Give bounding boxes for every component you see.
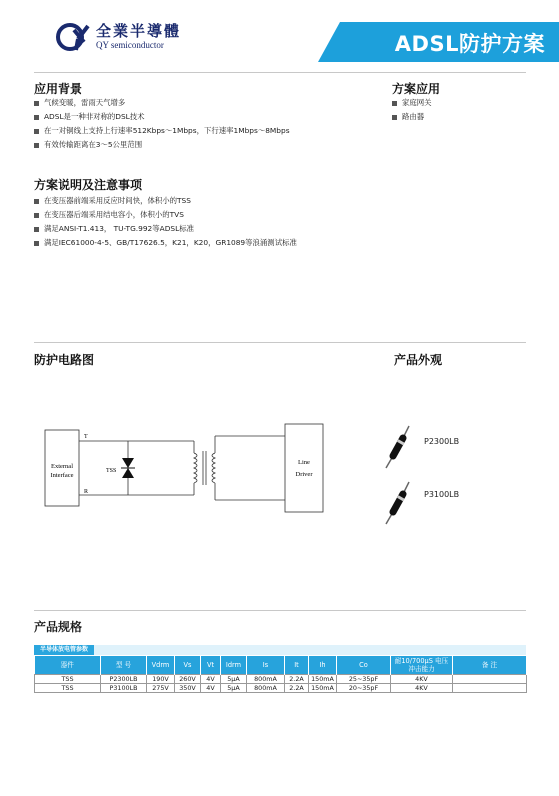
table-header-cell: 型 号 [101, 656, 147, 674]
section-title-application: 方案应用 [392, 82, 441, 96]
part-label-p3100lb: P3100LB [424, 490, 460, 499]
list-item: 满足ANSI-T1.413， TU-TG.992等ADSL标准 [34, 222, 297, 236]
table-cell: 800mA [247, 674, 285, 683]
table-cell: 4V [201, 674, 221, 683]
list-item: 在变压器前端采用反应时间快，体积小的TSS [34, 194, 297, 208]
table-header-cell: Ih [309, 656, 337, 674]
table-cell [453, 674, 527, 683]
notes-list [34, 194, 297, 250]
table-cell: 800mA [247, 683, 285, 692]
table-header-cell: Idrm [221, 656, 247, 674]
list-item: 有效传输距离在3～5公里范围 [34, 138, 290, 152]
left-box-line1: External [50, 463, 74, 470]
list-item: 家庭网关 [392, 96, 432, 110]
table-cell: 350V [175, 683, 201, 692]
page-title: ADSL防护方案 [394, 32, 545, 56]
table-row [35, 683, 527, 692]
table-cell: TSS [35, 674, 101, 683]
right-box-line1: Line [298, 459, 310, 466]
divider [34, 72, 526, 73]
section-title-appearance: 产品外观 [394, 353, 443, 367]
table-cell: 275V [147, 683, 175, 692]
table-cell: 5μA [221, 683, 247, 692]
table-cell: 190V [147, 674, 175, 683]
label-tss: TSS [106, 468, 117, 474]
list-item: 在变压器后端采用结电容小，体积小的TVS [34, 208, 297, 222]
table-header-cell: Co [337, 656, 391, 674]
table-cell: 4KV [391, 674, 453, 683]
table-header-cell: 耐10/700μS 电压冲击能力 [391, 656, 453, 674]
table-row [35, 674, 527, 683]
spec-category-tag: 半导体放电管参数 [34, 645, 94, 655]
table-cell: 2.2A [285, 674, 309, 683]
diode-p2300lb-icon [380, 424, 414, 470]
divider [34, 342, 526, 343]
spec-header-band [34, 645, 526, 655]
table-cell: 4KV [391, 683, 453, 692]
table-cell: P3100LB [101, 683, 147, 692]
table-header-cell: Is [247, 656, 285, 674]
table-cell: 150mA [309, 674, 337, 683]
table-cell: 5μA [221, 674, 247, 683]
table-header-cell: 器件 [35, 656, 101, 674]
page-header [0, 0, 559, 66]
divider [34, 610, 526, 611]
right-box-line2: Driver [295, 471, 313, 478]
list-item: 满足IEC61000-4-5、GB/T17626.5，K21，K20，GR1089等浪涌测试标准 [34, 236, 297, 250]
table-header-row [35, 656, 527, 674]
table-header-cell: It [285, 656, 309, 674]
table-cell: 2.2A [285, 683, 309, 692]
section-title-circuit: 防护电路图 [34, 353, 95, 367]
table-header-cell: Vdrm [147, 656, 175, 674]
table-header-cell: Vs [175, 656, 201, 674]
table-cell: TSS [35, 683, 101, 692]
list-item: ADSL是一种非对称的DSL技术 [34, 110, 290, 124]
diode-p3100lb-icon [380, 480, 414, 526]
left-box-line2: Interface [50, 472, 74, 479]
section-title-specs: 产品规格 [34, 620, 83, 634]
table-header-cell: 备 注 [453, 656, 527, 674]
part-label-p2300lb: P2300LB [424, 437, 460, 446]
table-cell: 150mA [309, 683, 337, 692]
list-item: 气候变暖，雷雨天气增多 [34, 96, 290, 110]
label-t: T [84, 434, 88, 440]
section-title-background: 应用背景 [34, 82, 83, 96]
background-list [34, 96, 290, 152]
list-item: 路由器 [392, 110, 432, 124]
label-r: R [84, 489, 89, 495]
table-cell: 4V [201, 683, 221, 692]
table-header-cell: Vt [201, 656, 221, 674]
spec-table [34, 656, 527, 693]
table-cell: 20~35pF [337, 683, 391, 692]
table-cell: 260V [175, 674, 201, 683]
section-title-notes: 方案说明及注意事项 [34, 178, 143, 192]
table-cell: 25~35pF [337, 674, 391, 683]
company-name-en: QY semiconductor [96, 40, 164, 50]
protection-circuit-diagram [44, 418, 334, 518]
company-logo-icon [54, 20, 96, 54]
table-cell: P2300LB [101, 674, 147, 683]
application-list [392, 96, 432, 124]
company-name-cn: 全業半導體 [96, 22, 182, 40]
list-item: 在一对铜线上支持上行速率512Kbps～1Mbps，下行速率1Mbps～8Mbps [34, 124, 290, 138]
line-driver-box [285, 424, 323, 512]
table-cell [453, 683, 527, 692]
